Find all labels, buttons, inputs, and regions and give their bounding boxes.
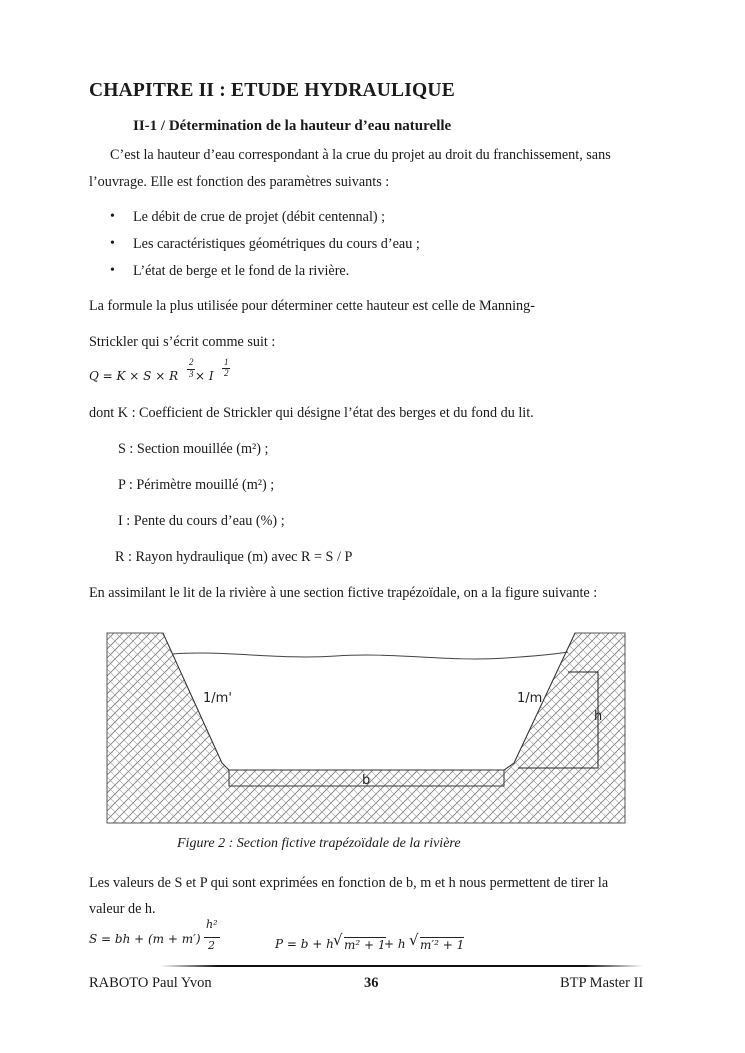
exponent-numerator: 1 (224, 357, 229, 367)
bullet-text: Les caractéristiques géométriques du cours d’eau ; (133, 236, 420, 252)
formula-p-radicand-2: m′² + 1 (420, 938, 465, 952)
bullet-text: Le débit de crue de projet (débit centennal) ; (133, 209, 386, 225)
footer-course: BTP Master II (560, 975, 644, 991)
exponent-denominator: 3 (189, 369, 194, 379)
formula-s-denominator: 2 (208, 939, 215, 952)
bullet-text: L’état de berge et le fond de la rivière. (133, 263, 350, 279)
bullet-icon: • (110, 209, 115, 224)
formula-s-lhs: S = bh + (m + m′) (89, 932, 201, 946)
manning-mid: × I (195, 369, 214, 383)
formula-s-numerator: h² (206, 918, 218, 931)
intro-line-1: C’est la hauteur d’eau correspondant à la crue du projet au droit du franchissement, sans (110, 147, 611, 163)
chapter-title: CHAPITRE II : ETUDE HYDRAULIQUE (89, 80, 455, 101)
definition-r: R : Rayon hydraulique (m) avec R = S / P (115, 549, 353, 565)
formula-p-start: P = b + h (275, 937, 334, 951)
manning-base: Q = K × S × R (89, 369, 179, 383)
section-title: II-1 / Détermination de la hauteur d’eau naturelle (133, 118, 452, 134)
sqrt-icon: √ (409, 931, 419, 949)
formula-intro-line-2: Strickler qui s’écrit comme suit : (89, 334, 276, 350)
bullet-icon: • (110, 236, 115, 251)
definition-i: I : Pente du cours d’eau (%) ; (118, 513, 285, 529)
formula-p-radicand-1: m² + 1 (344, 938, 386, 952)
figure-caption: Figure 2 : Section fictive trapézoïdale de la rivière (177, 836, 461, 851)
formula-p-mid: + h (384, 937, 406, 951)
conclusion-line-1: Les valeurs de S et P qui sont exprimées en fonction de b, m et h nous permettent de tirer la (89, 875, 609, 891)
exponent-denominator: 2 (224, 368, 229, 378)
exponent-numerator: 2 (189, 357, 194, 367)
definition-p: P : Périmètre mouillé (m²) ; (118, 477, 275, 493)
footer-divider (160, 965, 643, 967)
intro-line-2: l’ouvrage. Elle est fonction des paramètres suivants : (89, 174, 390, 190)
trapezoid-section-figure (106, 632, 626, 824)
figure-intro: En assimilant le lit de la rivière à une section fictive trapézoïdale, on a la figure suivante : (89, 585, 598, 601)
sqrt-icon: √ (333, 931, 343, 949)
bullet-icon: • (110, 263, 115, 278)
formula-intro-line-1: La formule la plus utilisée pour déterminer cette hauteur est celle de Manning- (89, 298, 535, 314)
definition-s: S : Section mouillée (m²) ; (118, 441, 269, 457)
footer-author: RABOTO Paul Yvon (89, 975, 212, 991)
fraction-line (204, 937, 220, 938)
conclusion-line-2: valeur de h. (89, 901, 156, 917)
base-label: b (362, 773, 371, 788)
left-slope-label: 1/m' (203, 691, 232, 706)
page-number: 36 (364, 975, 379, 991)
definition-k: dont K : Coefficient de Strickler qui désigne l’état des berges et du fond du lit. (89, 405, 534, 421)
right-slope-label: 1/m (517, 691, 543, 706)
height-label: h (594, 709, 603, 724)
